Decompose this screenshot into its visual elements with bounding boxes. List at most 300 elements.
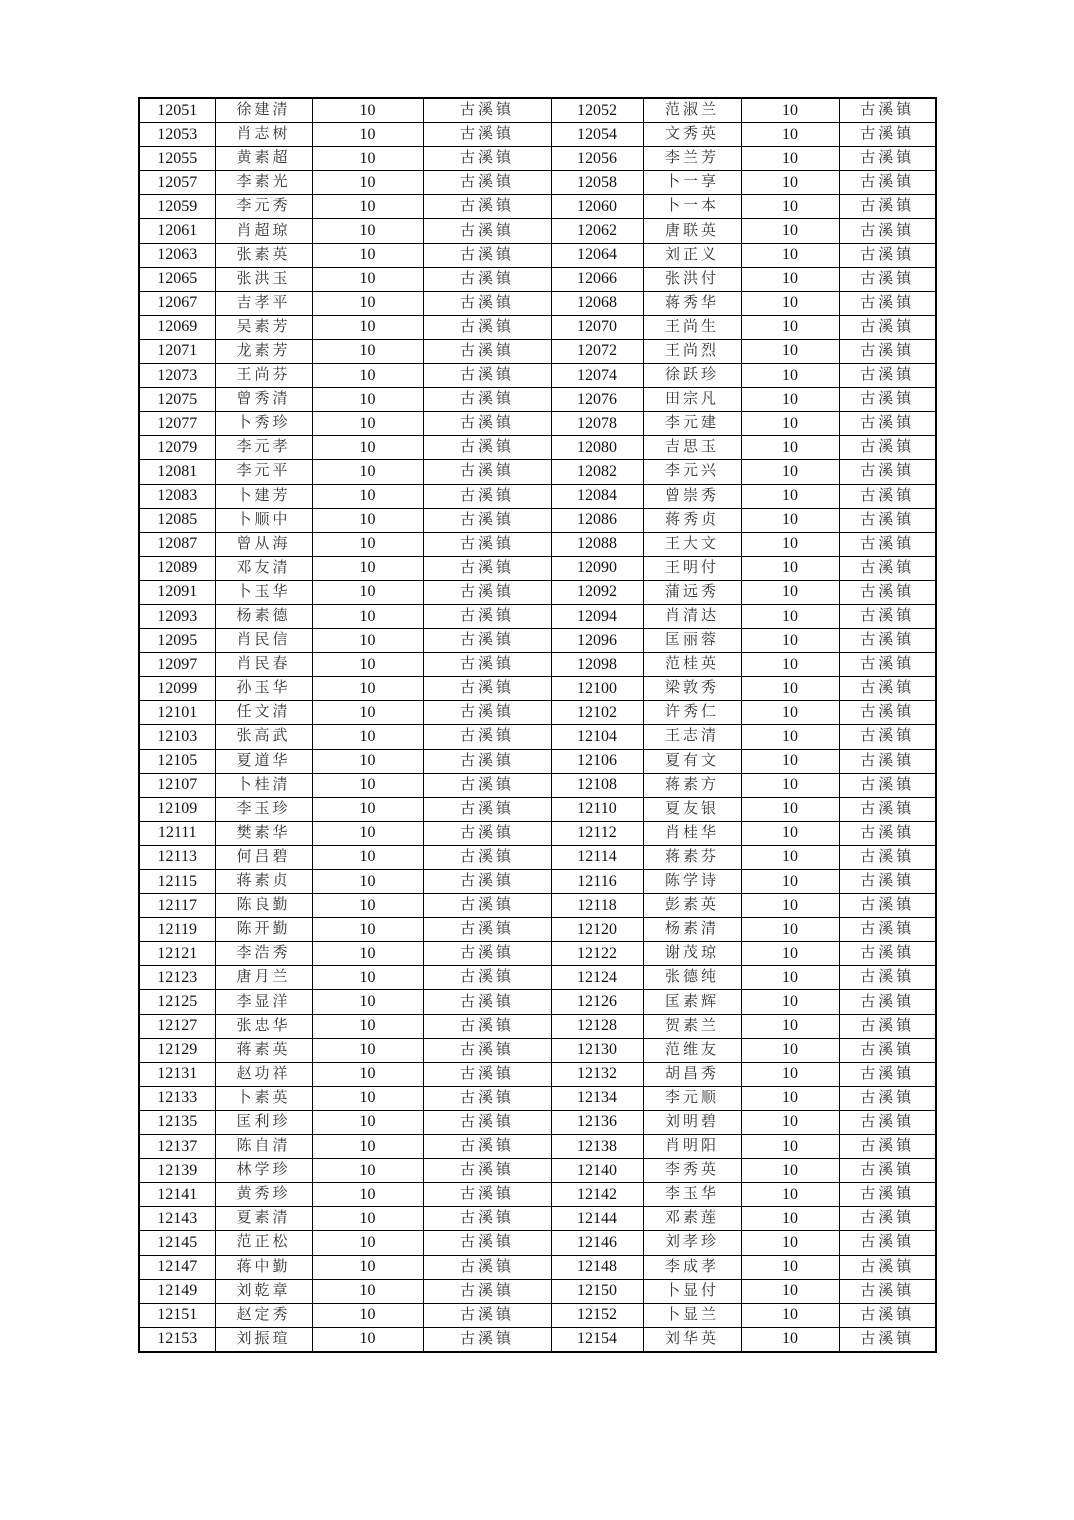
right-town-cell: 古溪镇 bbox=[839, 797, 936, 821]
left-record-id-cell: 12133 bbox=[139, 1086, 215, 1110]
right-person-name-cell: 蒲远秀 bbox=[643, 580, 741, 604]
table-row bbox=[139, 749, 936, 773]
left-town-cell: 古溪镇 bbox=[423, 1327, 551, 1352]
right-person-name-cell: 王尚烈 bbox=[643, 339, 741, 363]
right-town-cell: 古溪镇 bbox=[839, 990, 936, 1014]
left-person-name-cell: 卜顺中 bbox=[215, 508, 312, 532]
right-record-id-cell: 12144 bbox=[551, 1207, 643, 1231]
right-record-id-cell: 12148 bbox=[551, 1255, 643, 1279]
left-amount-cell: 10 bbox=[312, 195, 423, 219]
right-amount-cell: 10 bbox=[741, 556, 839, 580]
left-record-id-cell: 12071 bbox=[139, 339, 215, 363]
left-amount-cell: 10 bbox=[312, 508, 423, 532]
left-person-name-cell: 卜秀珍 bbox=[215, 412, 312, 436]
right-amount-cell: 10 bbox=[741, 1110, 839, 1134]
right-town-cell: 古溪镇 bbox=[839, 604, 936, 628]
left-person-name-cell: 邓友清 bbox=[215, 556, 312, 580]
left-town-cell: 古溪镇 bbox=[423, 315, 551, 339]
table-row bbox=[139, 604, 936, 628]
right-town-cell: 古溪镇 bbox=[839, 1183, 936, 1207]
left-record-id-cell: 12115 bbox=[139, 870, 215, 894]
left-person-name-cell: 蒋素贞 bbox=[215, 870, 312, 894]
left-amount-cell: 10 bbox=[312, 966, 423, 990]
table-row bbox=[139, 1159, 936, 1183]
right-amount-cell: 10 bbox=[741, 966, 839, 990]
table-row bbox=[139, 436, 936, 460]
table-row bbox=[139, 1303, 936, 1327]
left-record-id-cell: 12145 bbox=[139, 1231, 215, 1255]
right-town-cell: 古溪镇 bbox=[839, 219, 936, 243]
right-town-cell: 古溪镇 bbox=[839, 1207, 936, 1231]
right-person-name-cell: 曾崇秀 bbox=[643, 484, 741, 508]
right-record-id-cell: 12078 bbox=[551, 412, 643, 436]
right-town-cell: 古溪镇 bbox=[839, 315, 936, 339]
right-record-id-cell: 12120 bbox=[551, 918, 643, 942]
left-town-cell: 古溪镇 bbox=[423, 1110, 551, 1134]
right-amount-cell: 10 bbox=[741, 797, 839, 821]
right-amount-cell: 10 bbox=[741, 291, 839, 315]
left-town-cell: 古溪镇 bbox=[423, 219, 551, 243]
right-town-cell: 古溪镇 bbox=[839, 1038, 936, 1062]
left-amount-cell: 10 bbox=[312, 1159, 423, 1183]
right-amount-cell: 10 bbox=[741, 1159, 839, 1183]
right-amount-cell: 10 bbox=[741, 219, 839, 243]
left-amount-cell: 10 bbox=[312, 412, 423, 436]
left-town-cell: 古溪镇 bbox=[423, 604, 551, 628]
table-row bbox=[139, 797, 936, 821]
left-amount-cell: 10 bbox=[312, 1183, 423, 1207]
right-amount-cell: 10 bbox=[741, 532, 839, 556]
right-amount-cell: 10 bbox=[741, 484, 839, 508]
right-record-id-cell: 12098 bbox=[551, 653, 643, 677]
right-record-id-cell: 12072 bbox=[551, 339, 643, 363]
left-town-cell: 古溪镇 bbox=[423, 629, 551, 653]
right-record-id-cell: 12124 bbox=[551, 966, 643, 990]
left-town-cell: 古溪镇 bbox=[423, 1183, 551, 1207]
table-row bbox=[139, 845, 936, 869]
right-town-cell: 古溪镇 bbox=[839, 436, 936, 460]
right-record-id-cell: 12102 bbox=[551, 701, 643, 725]
table-row bbox=[139, 412, 936, 436]
table-row bbox=[139, 1135, 936, 1159]
table-row bbox=[139, 1255, 936, 1279]
table-row bbox=[139, 1014, 936, 1038]
right-amount-cell: 10 bbox=[741, 1062, 839, 1086]
left-amount-cell: 10 bbox=[312, 773, 423, 797]
left-amount-cell: 10 bbox=[312, 918, 423, 942]
right-person-name-cell: 刘孝珍 bbox=[643, 1231, 741, 1255]
right-record-id-cell: 12066 bbox=[551, 267, 643, 291]
right-amount-cell: 10 bbox=[741, 870, 839, 894]
right-person-name-cell: 张德纯 bbox=[643, 966, 741, 990]
right-amount-cell: 10 bbox=[741, 436, 839, 460]
left-record-id-cell: 12149 bbox=[139, 1279, 215, 1303]
left-person-name-cell: 赵功祥 bbox=[215, 1062, 312, 1086]
right-record-id-cell: 12084 bbox=[551, 484, 643, 508]
left-town-cell: 古溪镇 bbox=[423, 98, 551, 123]
left-person-name-cell: 李元平 bbox=[215, 460, 312, 484]
left-record-id-cell: 12123 bbox=[139, 966, 215, 990]
right-amount-cell: 10 bbox=[741, 147, 839, 171]
right-person-name-cell: 匡丽蓉 bbox=[643, 629, 741, 653]
left-amount-cell: 10 bbox=[312, 894, 423, 918]
right-record-id-cell: 12108 bbox=[551, 773, 643, 797]
right-person-name-cell: 王大文 bbox=[643, 532, 741, 556]
left-amount-cell: 10 bbox=[312, 1207, 423, 1231]
right-amount-cell: 10 bbox=[741, 990, 839, 1014]
left-person-name-cell: 徐建清 bbox=[215, 98, 312, 123]
left-person-name-cell: 刘乾章 bbox=[215, 1279, 312, 1303]
left-amount-cell: 10 bbox=[312, 436, 423, 460]
right-amount-cell: 10 bbox=[741, 388, 839, 412]
right-person-name-cell: 卜显兰 bbox=[643, 1303, 741, 1327]
table-row bbox=[139, 580, 936, 604]
left-town-cell: 古溪镇 bbox=[423, 339, 551, 363]
left-person-name-cell: 李浩秀 bbox=[215, 942, 312, 966]
right-record-id-cell: 12096 bbox=[551, 629, 643, 653]
left-amount-cell: 10 bbox=[312, 171, 423, 195]
right-amount-cell: 10 bbox=[741, 894, 839, 918]
left-amount-cell: 10 bbox=[312, 364, 423, 388]
right-person-name-cell: 张洪付 bbox=[643, 267, 741, 291]
table-row bbox=[139, 339, 936, 363]
left-town-cell: 古溪镇 bbox=[423, 942, 551, 966]
right-amount-cell: 10 bbox=[741, 1231, 839, 1255]
table-row bbox=[139, 918, 936, 942]
right-amount-cell: 10 bbox=[741, 725, 839, 749]
table-row bbox=[139, 364, 936, 388]
left-town-cell: 古溪镇 bbox=[423, 436, 551, 460]
right-town-cell: 古溪镇 bbox=[839, 1110, 936, 1134]
left-record-id-cell: 12101 bbox=[139, 701, 215, 725]
right-amount-cell: 10 bbox=[741, 508, 839, 532]
right-amount-cell: 10 bbox=[741, 580, 839, 604]
right-record-id-cell: 12090 bbox=[551, 556, 643, 580]
left-town-cell: 古溪镇 bbox=[423, 677, 551, 701]
left-amount-cell: 10 bbox=[312, 339, 423, 363]
left-person-name-cell: 卜建芳 bbox=[215, 484, 312, 508]
right-person-name-cell: 陈学诗 bbox=[643, 870, 741, 894]
left-person-name-cell: 杨素德 bbox=[215, 604, 312, 628]
left-person-name-cell: 樊素华 bbox=[215, 821, 312, 845]
table-row bbox=[139, 1086, 936, 1110]
table-row bbox=[139, 484, 936, 508]
right-record-id-cell: 12112 bbox=[551, 821, 643, 845]
left-town-cell: 古溪镇 bbox=[423, 1062, 551, 1086]
right-person-name-cell: 刘明碧 bbox=[643, 1110, 741, 1134]
table-row bbox=[139, 123, 936, 147]
table-row bbox=[139, 1231, 936, 1255]
right-person-name-cell: 吉思玉 bbox=[643, 436, 741, 460]
right-record-id-cell: 12116 bbox=[551, 870, 643, 894]
right-town-cell: 古溪镇 bbox=[839, 147, 936, 171]
right-person-name-cell: 蒋秀华 bbox=[643, 291, 741, 315]
left-town-cell: 古溪镇 bbox=[423, 460, 551, 484]
left-person-name-cell: 唐月兰 bbox=[215, 966, 312, 990]
left-record-id-cell: 12091 bbox=[139, 580, 215, 604]
table-row bbox=[139, 870, 936, 894]
left-amount-cell: 10 bbox=[312, 532, 423, 556]
table-row bbox=[139, 1038, 936, 1062]
left-amount-cell: 10 bbox=[312, 484, 423, 508]
right-person-name-cell: 王明付 bbox=[643, 556, 741, 580]
right-person-name-cell: 杨素清 bbox=[643, 918, 741, 942]
right-person-name-cell: 胡昌秀 bbox=[643, 1062, 741, 1086]
right-record-id-cell: 12092 bbox=[551, 580, 643, 604]
right-person-name-cell: 肖清达 bbox=[643, 604, 741, 628]
left-amount-cell: 10 bbox=[312, 1062, 423, 1086]
table-row bbox=[139, 701, 936, 725]
left-town-cell: 古溪镇 bbox=[423, 580, 551, 604]
left-record-id-cell: 12137 bbox=[139, 1135, 215, 1159]
table-row bbox=[139, 147, 936, 171]
left-town-cell: 古溪镇 bbox=[423, 1135, 551, 1159]
left-record-id-cell: 12085 bbox=[139, 508, 215, 532]
right-person-name-cell: 李元建 bbox=[643, 412, 741, 436]
right-amount-cell: 10 bbox=[741, 339, 839, 363]
left-amount-cell: 10 bbox=[312, 1255, 423, 1279]
left-person-name-cell: 陈自清 bbox=[215, 1135, 312, 1159]
right-record-id-cell: 12146 bbox=[551, 1231, 643, 1255]
left-amount-cell: 10 bbox=[312, 990, 423, 1014]
left-amount-cell: 10 bbox=[312, 580, 423, 604]
right-amount-cell: 10 bbox=[741, 1327, 839, 1352]
right-record-id-cell: 12106 bbox=[551, 749, 643, 773]
left-town-cell: 古溪镇 bbox=[423, 749, 551, 773]
left-town-cell: 古溪镇 bbox=[423, 990, 551, 1014]
right-town-cell: 古溪镇 bbox=[839, 1279, 936, 1303]
left-town-cell: 古溪镇 bbox=[423, 1279, 551, 1303]
left-amount-cell: 10 bbox=[312, 388, 423, 412]
right-amount-cell: 10 bbox=[741, 773, 839, 797]
left-record-id-cell: 12093 bbox=[139, 604, 215, 628]
left-record-id-cell: 12089 bbox=[139, 556, 215, 580]
table-row bbox=[139, 821, 936, 845]
left-person-name-cell: 林学珍 bbox=[215, 1159, 312, 1183]
right-record-id-cell: 12062 bbox=[551, 219, 643, 243]
right-town-cell: 古溪镇 bbox=[839, 749, 936, 773]
right-town-cell: 古溪镇 bbox=[839, 364, 936, 388]
right-town-cell: 古溪镇 bbox=[839, 171, 936, 195]
left-amount-cell: 10 bbox=[312, 243, 423, 267]
right-amount-cell: 10 bbox=[741, 749, 839, 773]
right-amount-cell: 10 bbox=[741, 701, 839, 725]
right-record-id-cell: 12134 bbox=[551, 1086, 643, 1110]
left-person-name-cell: 李玉珍 bbox=[215, 797, 312, 821]
right-person-name-cell: 肖桂华 bbox=[643, 821, 741, 845]
left-town-cell: 古溪镇 bbox=[423, 171, 551, 195]
right-amount-cell: 10 bbox=[741, 918, 839, 942]
left-person-name-cell: 陈良勤 bbox=[215, 894, 312, 918]
left-record-id-cell: 12053 bbox=[139, 123, 215, 147]
left-amount-cell: 10 bbox=[312, 797, 423, 821]
right-amount-cell: 10 bbox=[741, 171, 839, 195]
table-row bbox=[139, 98, 936, 123]
left-record-id-cell: 12125 bbox=[139, 990, 215, 1014]
right-amount-cell: 10 bbox=[741, 677, 839, 701]
left-record-id-cell: 12083 bbox=[139, 484, 215, 508]
left-amount-cell: 10 bbox=[312, 870, 423, 894]
right-person-name-cell: 徐跃珍 bbox=[643, 364, 741, 388]
right-person-name-cell: 刘华英 bbox=[643, 1327, 741, 1352]
left-record-id-cell: 12099 bbox=[139, 677, 215, 701]
right-record-id-cell: 12114 bbox=[551, 845, 643, 869]
right-amount-cell: 10 bbox=[741, 364, 839, 388]
right-town-cell: 古溪镇 bbox=[839, 243, 936, 267]
left-record-id-cell: 12055 bbox=[139, 147, 215, 171]
right-record-id-cell: 12128 bbox=[551, 1014, 643, 1038]
right-amount-cell: 10 bbox=[741, 1086, 839, 1110]
right-record-id-cell: 12052 bbox=[551, 98, 643, 123]
left-town-cell: 古溪镇 bbox=[423, 123, 551, 147]
left-record-id-cell: 12059 bbox=[139, 195, 215, 219]
left-town-cell: 古溪镇 bbox=[423, 1159, 551, 1183]
left-amount-cell: 10 bbox=[312, 123, 423, 147]
left-town-cell: 古溪镇 bbox=[423, 147, 551, 171]
table-row bbox=[139, 532, 936, 556]
left-record-id-cell: 12081 bbox=[139, 460, 215, 484]
left-town-cell: 古溪镇 bbox=[423, 243, 551, 267]
right-record-id-cell: 12132 bbox=[551, 1062, 643, 1086]
left-person-name-cell: 肖超琼 bbox=[215, 219, 312, 243]
table-row bbox=[139, 556, 936, 580]
table-row bbox=[139, 267, 936, 291]
left-amount-cell: 10 bbox=[312, 821, 423, 845]
left-record-id-cell: 12097 bbox=[139, 653, 215, 677]
right-record-id-cell: 12118 bbox=[551, 894, 643, 918]
table-row bbox=[139, 460, 936, 484]
right-amount-cell: 10 bbox=[741, 98, 839, 123]
left-record-id-cell: 12131 bbox=[139, 1062, 215, 1086]
left-town-cell: 古溪镇 bbox=[423, 195, 551, 219]
right-town-cell: 古溪镇 bbox=[839, 942, 936, 966]
right-person-name-cell: 夏有文 bbox=[643, 749, 741, 773]
left-town-cell: 古溪镇 bbox=[423, 725, 551, 749]
left-person-name-cell: 肖民信 bbox=[215, 629, 312, 653]
right-town-cell: 古溪镇 bbox=[839, 1014, 936, 1038]
left-town-cell: 古溪镇 bbox=[423, 918, 551, 942]
right-record-id-cell: 12058 bbox=[551, 171, 643, 195]
right-town-cell: 古溪镇 bbox=[839, 1327, 936, 1352]
right-record-id-cell: 12142 bbox=[551, 1183, 643, 1207]
right-town-cell: 古溪镇 bbox=[839, 918, 936, 942]
table-row bbox=[139, 1062, 936, 1086]
right-town-cell: 古溪镇 bbox=[839, 460, 936, 484]
right-town-cell: 古溪镇 bbox=[839, 653, 936, 677]
right-record-id-cell: 12068 bbox=[551, 291, 643, 315]
left-amount-cell: 10 bbox=[312, 460, 423, 484]
left-amount-cell: 10 bbox=[312, 1303, 423, 1327]
left-person-name-cell: 李显洋 bbox=[215, 990, 312, 1014]
left-town-cell: 古溪镇 bbox=[423, 364, 551, 388]
left-town-cell: 古溪镇 bbox=[423, 291, 551, 315]
left-amount-cell: 10 bbox=[312, 219, 423, 243]
right-town-cell: 古溪镇 bbox=[839, 580, 936, 604]
right-town-cell: 古溪镇 bbox=[839, 677, 936, 701]
right-person-name-cell: 谢茂琼 bbox=[643, 942, 741, 966]
left-person-name-cell: 卜桂清 bbox=[215, 773, 312, 797]
left-town-cell: 古溪镇 bbox=[423, 1231, 551, 1255]
table-row bbox=[139, 629, 936, 653]
right-town-cell: 古溪镇 bbox=[839, 123, 936, 147]
left-town-cell: 古溪镇 bbox=[423, 845, 551, 869]
table-row bbox=[139, 990, 936, 1014]
left-town-cell: 古溪镇 bbox=[423, 797, 551, 821]
right-person-name-cell: 李兰芳 bbox=[643, 147, 741, 171]
right-amount-cell: 10 bbox=[741, 845, 839, 869]
right-record-id-cell: 12136 bbox=[551, 1110, 643, 1134]
right-town-cell: 古溪镇 bbox=[839, 1062, 936, 1086]
right-town-cell: 古溪镇 bbox=[839, 388, 936, 412]
right-person-name-cell: 李元顺 bbox=[643, 1086, 741, 1110]
left-amount-cell: 10 bbox=[312, 1086, 423, 1110]
left-town-cell: 古溪镇 bbox=[423, 821, 551, 845]
left-town-cell: 古溪镇 bbox=[423, 1207, 551, 1231]
table-row bbox=[139, 1183, 936, 1207]
right-town-cell: 古溪镇 bbox=[839, 821, 936, 845]
right-person-name-cell: 王志清 bbox=[643, 725, 741, 749]
table-row bbox=[139, 243, 936, 267]
right-amount-cell: 10 bbox=[741, 1279, 839, 1303]
right-record-id-cell: 12110 bbox=[551, 797, 643, 821]
right-person-name-cell: 贺素兰 bbox=[643, 1014, 741, 1038]
right-person-name-cell: 田宗凡 bbox=[643, 388, 741, 412]
right-person-name-cell: 梁敦秀 bbox=[643, 677, 741, 701]
left-record-id-cell: 12147 bbox=[139, 1255, 215, 1279]
right-amount-cell: 10 bbox=[741, 412, 839, 436]
left-person-name-cell: 匡利珍 bbox=[215, 1110, 312, 1134]
left-amount-cell: 10 bbox=[312, 556, 423, 580]
left-amount-cell: 10 bbox=[312, 749, 423, 773]
right-record-id-cell: 12080 bbox=[551, 436, 643, 460]
left-town-cell: 古溪镇 bbox=[423, 966, 551, 990]
left-town-cell: 古溪镇 bbox=[423, 1038, 551, 1062]
right-amount-cell: 10 bbox=[741, 195, 839, 219]
right-person-name-cell: 李玉华 bbox=[643, 1183, 741, 1207]
left-person-name-cell: 曾从海 bbox=[215, 532, 312, 556]
right-person-name-cell: 王尚生 bbox=[643, 315, 741, 339]
left-person-name-cell: 蒋中勤 bbox=[215, 1255, 312, 1279]
left-town-cell: 古溪镇 bbox=[423, 388, 551, 412]
right-record-id-cell: 12100 bbox=[551, 677, 643, 701]
right-amount-cell: 10 bbox=[741, 1038, 839, 1062]
left-amount-cell: 10 bbox=[312, 291, 423, 315]
table-row bbox=[139, 171, 936, 195]
left-record-id-cell: 12143 bbox=[139, 1207, 215, 1231]
left-amount-cell: 10 bbox=[312, 1231, 423, 1255]
left-record-id-cell: 12119 bbox=[139, 918, 215, 942]
left-record-id-cell: 12073 bbox=[139, 364, 215, 388]
right-amount-cell: 10 bbox=[741, 629, 839, 653]
right-record-id-cell: 12130 bbox=[551, 1038, 643, 1062]
right-record-id-cell: 12060 bbox=[551, 195, 643, 219]
left-amount-cell: 10 bbox=[312, 1038, 423, 1062]
table-row bbox=[139, 1207, 936, 1231]
left-person-name-cell: 夏素清 bbox=[215, 1207, 312, 1231]
left-amount-cell: 10 bbox=[312, 315, 423, 339]
left-record-id-cell: 12107 bbox=[139, 773, 215, 797]
left-amount-cell: 10 bbox=[312, 677, 423, 701]
left-record-id-cell: 12111 bbox=[139, 821, 215, 845]
table-row bbox=[139, 1279, 936, 1303]
right-amount-cell: 10 bbox=[741, 942, 839, 966]
left-person-name-cell: 卜玉华 bbox=[215, 580, 312, 604]
left-town-cell: 古溪镇 bbox=[423, 1255, 551, 1279]
right-person-name-cell: 卜显付 bbox=[643, 1279, 741, 1303]
left-town-cell: 古溪镇 bbox=[423, 1303, 551, 1327]
right-town-cell: 古溪镇 bbox=[839, 1159, 936, 1183]
left-person-name-cell: 李元秀 bbox=[215, 195, 312, 219]
